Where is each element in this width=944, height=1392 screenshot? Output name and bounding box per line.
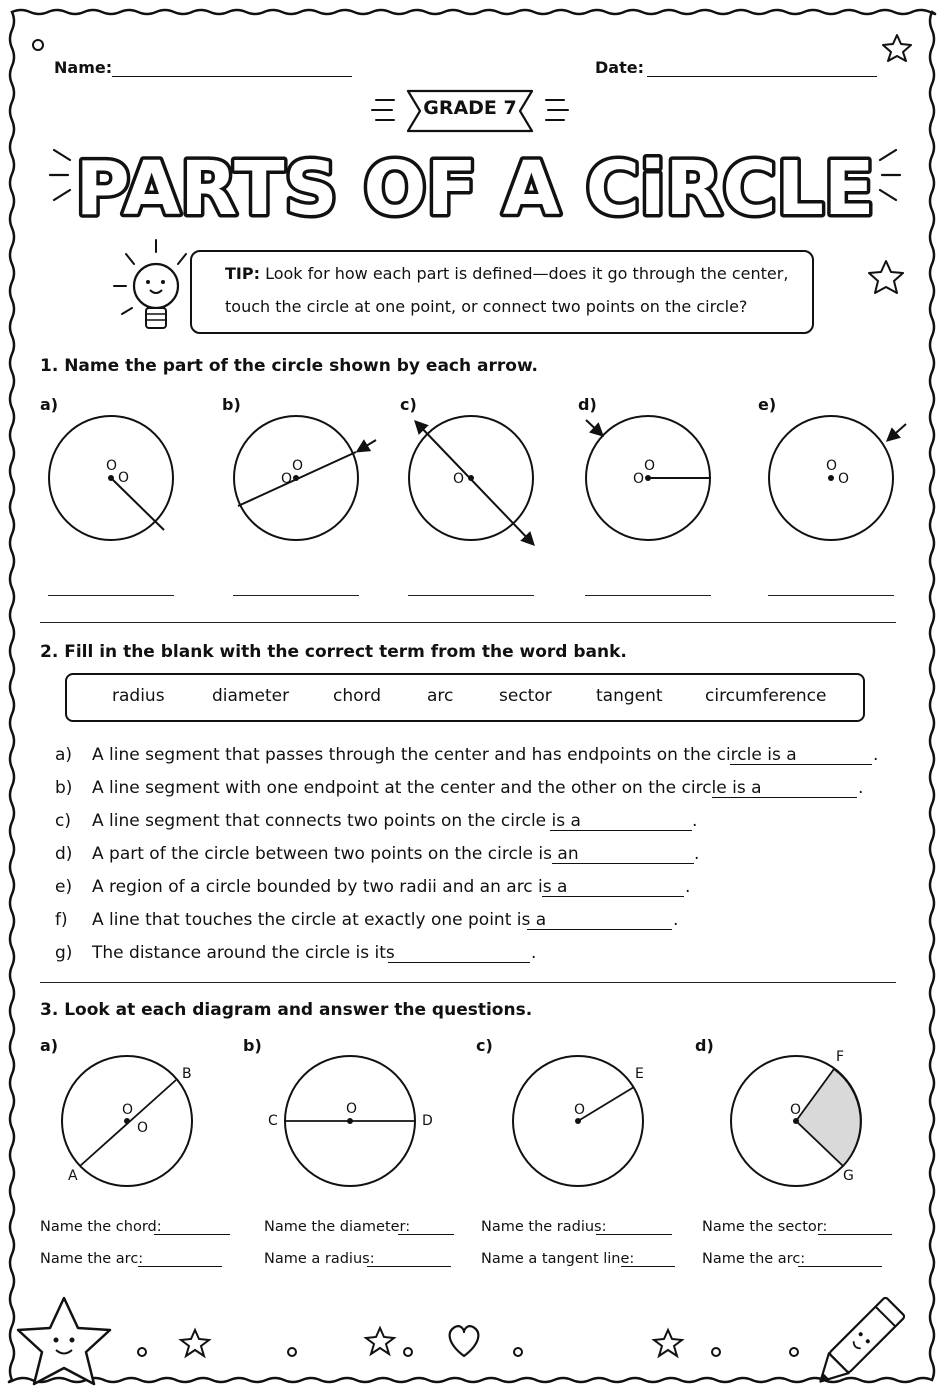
answer-line[interactable] — [398, 1234, 454, 1235]
word-arc: arc — [427, 686, 454, 706]
question-text: A line segment with one endpoint at the center and the other on the circle is a — [92, 778, 762, 798]
name-field[interactable] — [112, 76, 352, 77]
diagram-c — [513, 1056, 643, 1186]
circle-a — [49, 416, 173, 540]
point-label: B — [182, 1066, 192, 1082]
question-letter: d) — [55, 844, 73, 864]
point-label: A — [68, 1168, 78, 1184]
smiling-star-icon — [18, 1298, 110, 1384]
footer-decorations — [0, 1290, 944, 1392]
point-label: O — [574, 1102, 586, 1118]
answer-line-a[interactable] — [48, 595, 174, 596]
point-label: O — [644, 458, 656, 474]
point-label: O — [292, 458, 304, 474]
word-circumference: circumference — [705, 686, 827, 706]
diagram-d — [731, 1056, 861, 1186]
question-letter: f) — [55, 910, 68, 930]
heart-icon — [450, 1326, 479, 1356]
s3-letter-c: c) — [476, 1036, 493, 1055]
divider — [40, 982, 896, 983]
question-text: The distance around the circle is its — [92, 943, 395, 963]
answer-line[interactable] — [596, 1234, 672, 1235]
diagram-a — [62, 1056, 192, 1186]
question-label: Name the arc: — [702, 1251, 806, 1267]
section-1-title: 1. Name the part of the circle shown by each arrow. — [40, 356, 539, 376]
point-label: G — [843, 1168, 854, 1184]
answer-line-c[interactable] — [408, 595, 534, 596]
period: . — [858, 778, 864, 798]
s3-letter-a: a) — [40, 1036, 59, 1055]
answer-line[interactable] — [138, 1266, 222, 1267]
tip-line-1: TIP: Look for how each part is defined—does it go through the center, — [225, 264, 789, 283]
question-letter: g) — [55, 943, 73, 963]
question-text: A part of the circle between two points on the circle is an — [92, 844, 579, 864]
circle-doodle — [712, 1348, 720, 1356]
tip-line-2: touch the circle at one point, or connect two points on the circle? — [225, 297, 748, 316]
circle-doodle — [138, 1348, 146, 1356]
section-2-title: 2. Fill in the blank with the correct term from the word bank. — [40, 642, 627, 662]
swirl-icon — [28, 36, 48, 56]
point-label: O — [137, 1120, 149, 1136]
answer-line-b[interactable] — [233, 595, 359, 596]
circle-b — [234, 416, 376, 540]
period: . — [694, 844, 700, 864]
period: . — [692, 811, 698, 831]
answer-line[interactable] — [798, 1266, 882, 1267]
section-1-diagrams — [0, 400, 944, 560]
blank-a[interactable] — [730, 764, 872, 765]
star-icon — [866, 258, 906, 296]
answer-line[interactable] — [154, 1234, 230, 1235]
question-letter: c) — [55, 811, 71, 831]
name-label: Name: — [54, 58, 113, 77]
word-tangent: tangent — [596, 686, 663, 706]
word-radius: radius — [112, 686, 165, 706]
blank-c[interactable] — [550, 830, 692, 831]
s1-letter-c: c) — [400, 395, 417, 414]
point-label: O — [106, 458, 118, 474]
point-label: O — [118, 470, 130, 486]
star-icon — [654, 1330, 682, 1356]
question-text: A region of a circle bounded by two radii and an arc is a — [92, 877, 568, 897]
point-label: O — [826, 458, 838, 474]
point-label: C — [268, 1113, 278, 1129]
blank-g[interactable] — [388, 962, 530, 963]
period: . — [531, 943, 537, 963]
answer-line[interactable] — [818, 1234, 892, 1235]
question-label: Name a tangent line: — [481, 1251, 635, 1267]
blank-f[interactable] — [527, 929, 672, 930]
point-label: O — [453, 471, 465, 487]
answer-line[interactable] — [367, 1266, 451, 1267]
answer-line-d[interactable] — [585, 595, 711, 596]
star-icon — [366, 1328, 394, 1354]
question-letter: a) — [55, 745, 73, 765]
s1-letter-e: e) — [758, 395, 777, 414]
blank-e[interactable] — [542, 896, 684, 897]
s3-letter-d: d) — [695, 1036, 714, 1055]
point-label: O — [346, 1101, 358, 1117]
question-label: Name the chord: — [40, 1219, 162, 1235]
point-label: F — [836, 1049, 845, 1065]
diagram-b — [285, 1056, 415, 1186]
word-chord: chord — [333, 686, 382, 706]
question-label: Name the sector: — [702, 1219, 828, 1235]
pencil-icon — [811, 1297, 906, 1392]
circle-d — [586, 416, 710, 540]
question-label: Name the arc: — [40, 1251, 144, 1267]
divider — [40, 622, 896, 623]
point-label: O — [633, 471, 645, 487]
s1-letter-b: b) — [222, 395, 241, 414]
point-label: D — [422, 1113, 433, 1129]
point-label: E — [635, 1066, 644, 1082]
blank-d[interactable] — [552, 863, 694, 864]
point-label: O — [838, 471, 850, 487]
date-label: Date: — [595, 58, 644, 77]
page-title — [40, 130, 910, 230]
question-label: Name a radius: — [264, 1251, 375, 1267]
lightbulb-icon — [108, 234, 188, 344]
section-3-title: 3. Look at each diagram and answer the questions. — [40, 1000, 533, 1020]
point-label: O — [790, 1102, 802, 1118]
question-text: A line that touches the circle at exactly one point is a — [92, 910, 547, 930]
circle-doodle — [790, 1348, 798, 1356]
question-letter: b) — [55, 778, 73, 798]
question-text: A line segment that passes through the center and has endpoints on the circle is a — [92, 745, 797, 765]
grade-label: GRADE 7 — [423, 97, 517, 119]
question-label: Name the radius: — [481, 1219, 607, 1235]
word-diameter: diameter — [212, 686, 290, 706]
answer-line-e[interactable] — [768, 595, 894, 596]
circle-c — [409, 416, 533, 544]
question-label: Name the diameter: — [264, 1219, 411, 1235]
s3-letter-b: b) — [243, 1036, 262, 1055]
circle-doodle — [288, 1348, 296, 1356]
period: . — [673, 910, 679, 930]
period: . — [685, 877, 691, 897]
point-label: O — [281, 471, 293, 487]
tip-box — [190, 250, 814, 334]
period: . — [873, 745, 879, 765]
circle-doodle — [514, 1348, 522, 1356]
answer-line[interactable] — [621, 1266, 675, 1267]
s1-letter-a: a) — [40, 395, 59, 414]
star-icon — [181, 1330, 209, 1356]
question-text: A line segment that connects two points on the circle is a — [92, 811, 581, 831]
s1-letter-d: d) — [578, 395, 597, 414]
word-sector: sector — [499, 686, 552, 706]
question-letter: e) — [55, 877, 73, 897]
circle-doodle — [404, 1348, 412, 1356]
title-text: PARTS OF A CiRCLE — [75, 146, 875, 230]
star-icon — [880, 32, 914, 64]
point-label: O — [122, 1102, 134, 1118]
blank-b[interactable] — [712, 797, 857, 798]
date-field[interactable] — [647, 76, 877, 77]
